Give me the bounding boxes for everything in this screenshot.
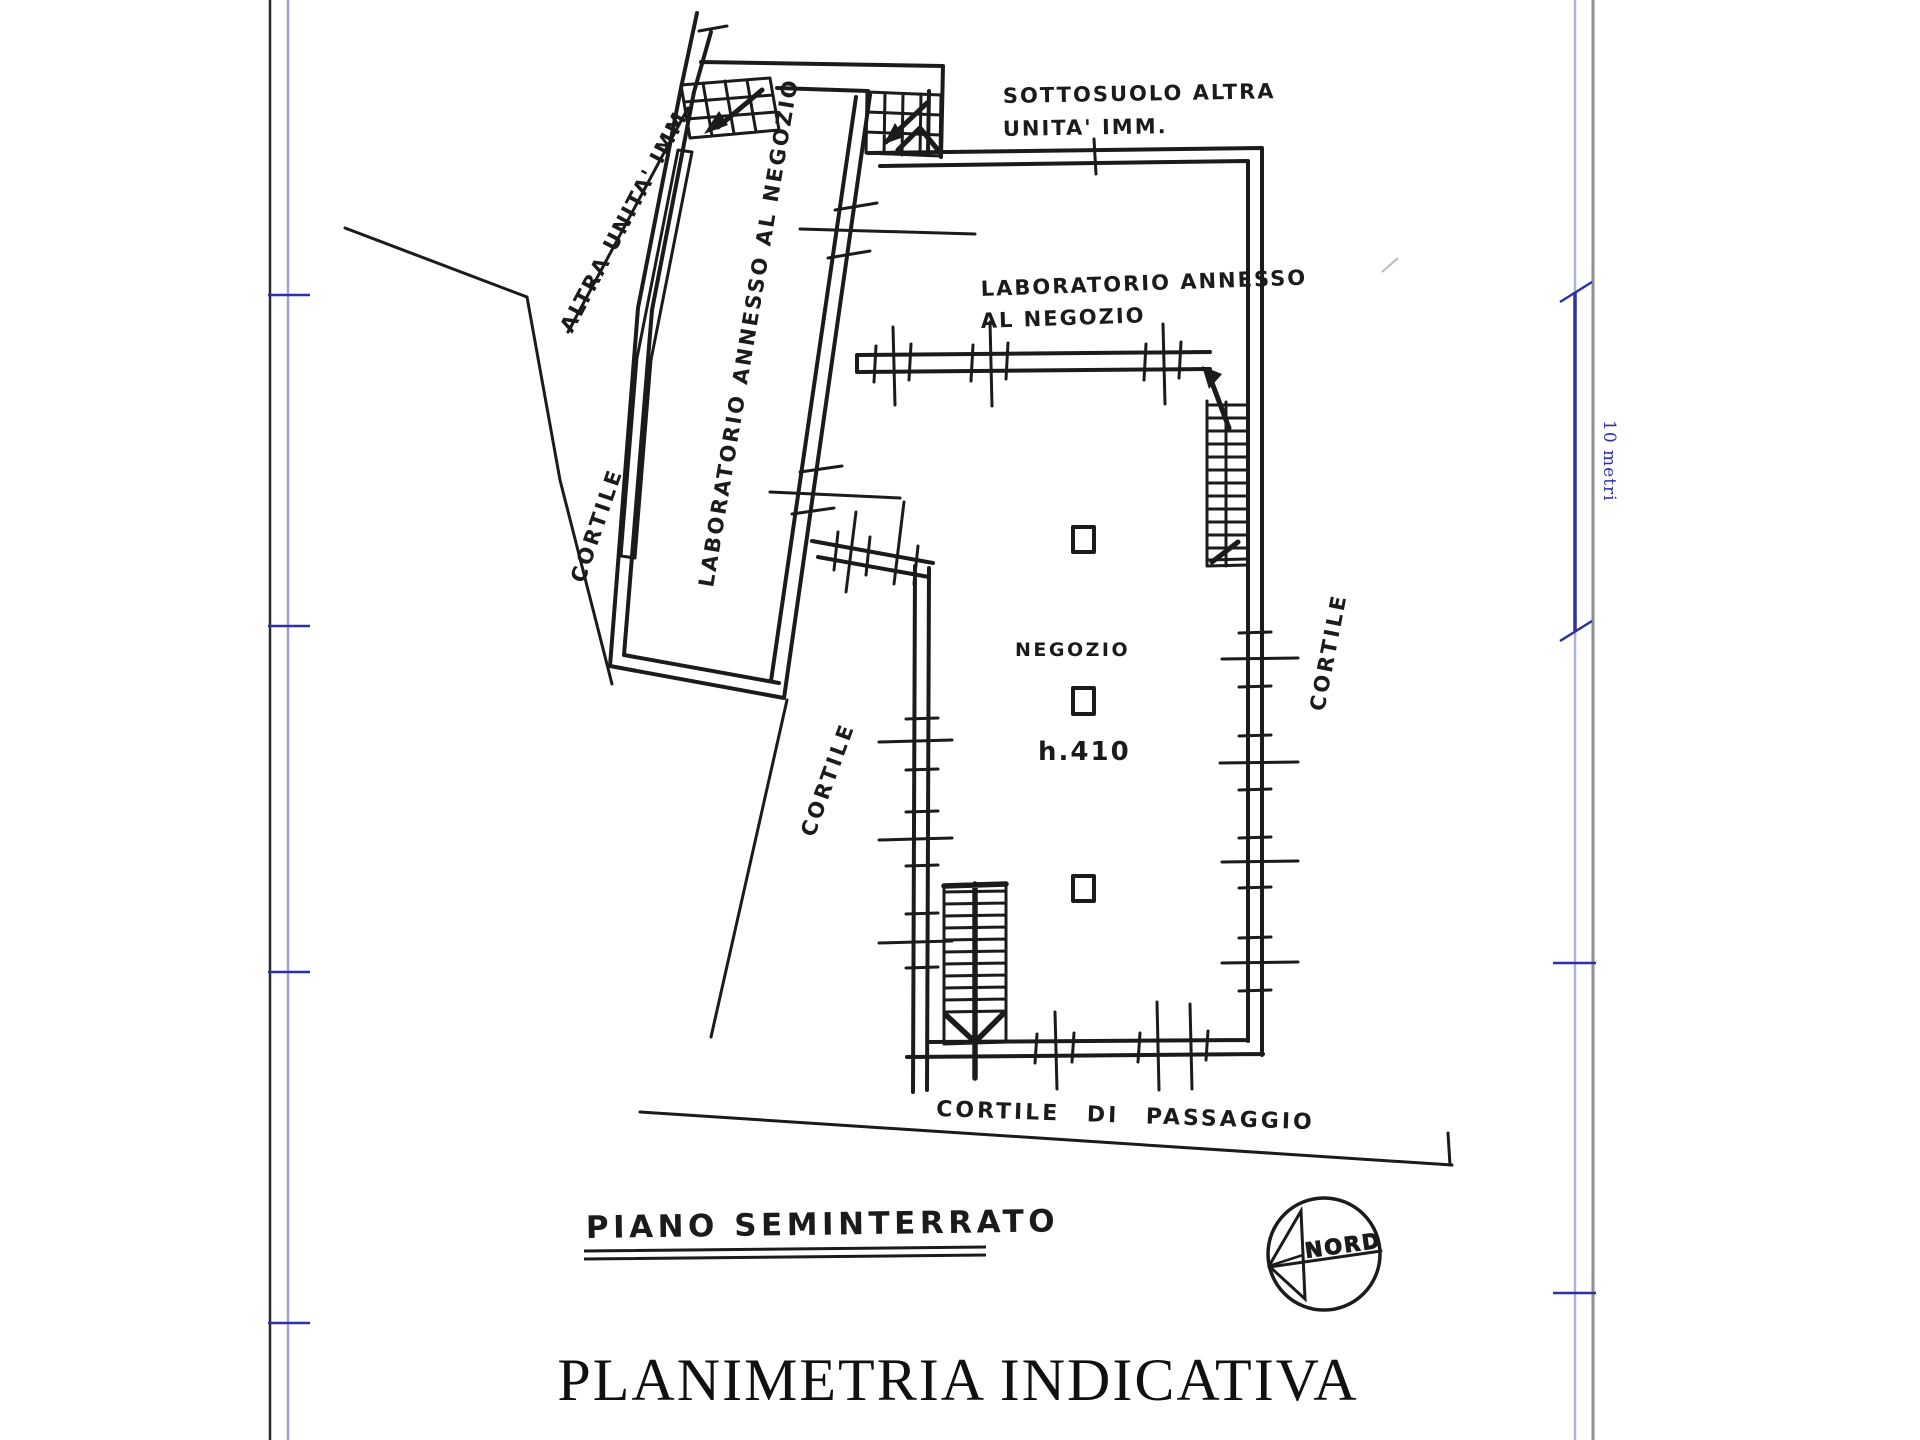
- label-laboratorio-upper-line1: LABORATORIO ANNESSO: [980, 265, 1308, 301]
- piano-seminterrato-underline: [584, 1247, 986, 1259]
- north-label: NORD: [1303, 1228, 1383, 1263]
- pillar: [1073, 688, 1094, 714]
- label-cortile-left: CORTILE: [566, 464, 628, 586]
- fold-cross-mark: [1382, 258, 1398, 272]
- pillar: [1073, 527, 1094, 552]
- label-altra-unita: ALTRA UNITA' IMM.: [555, 98, 698, 337]
- stair-bottom-left-bold: [944, 884, 1006, 1078]
- pillars: [1073, 527, 1094, 901]
- stair-right: [1207, 401, 1247, 566]
- label-cortile-passaggio: CORTILE DI PASSAGGIO: [935, 1097, 1316, 1136]
- pillar: [1073, 876, 1094, 901]
- label-cortile-right: CORTILE: [1305, 591, 1352, 713]
- label-laboratorio-strip: LABORATORIO ANNESSO AL NEGOZIO: [694, 76, 804, 589]
- label-altezza: h.410: [1038, 737, 1131, 767]
- label-piano-seminterrato: PIANO SEMINTERRATO: [585, 1203, 1060, 1246]
- label-negozio: NEGOZIO: [1015, 639, 1131, 661]
- scale-bar-label: 10 metri: [1599, 420, 1619, 502]
- label-cortile-middle: CORTILE: [796, 719, 860, 840]
- label-laboratorio-upper-line2: AL NEGOZIO: [980, 303, 1146, 333]
- label-sottosuolo-line1: SOTTOSUOLO ALTRA: [1002, 79, 1276, 108]
- scale-bar: [1560, 282, 1619, 641]
- page-title: PLANIMETRIA INDICATIVA: [557, 1347, 1359, 1413]
- north-compass: [1268, 1198, 1383, 1310]
- plan-labels: [555, 76, 1358, 1413]
- floor-plan: [345, 13, 1452, 1165]
- label-sottosuolo-line2: UNITA' IMM.: [1002, 114, 1168, 141]
